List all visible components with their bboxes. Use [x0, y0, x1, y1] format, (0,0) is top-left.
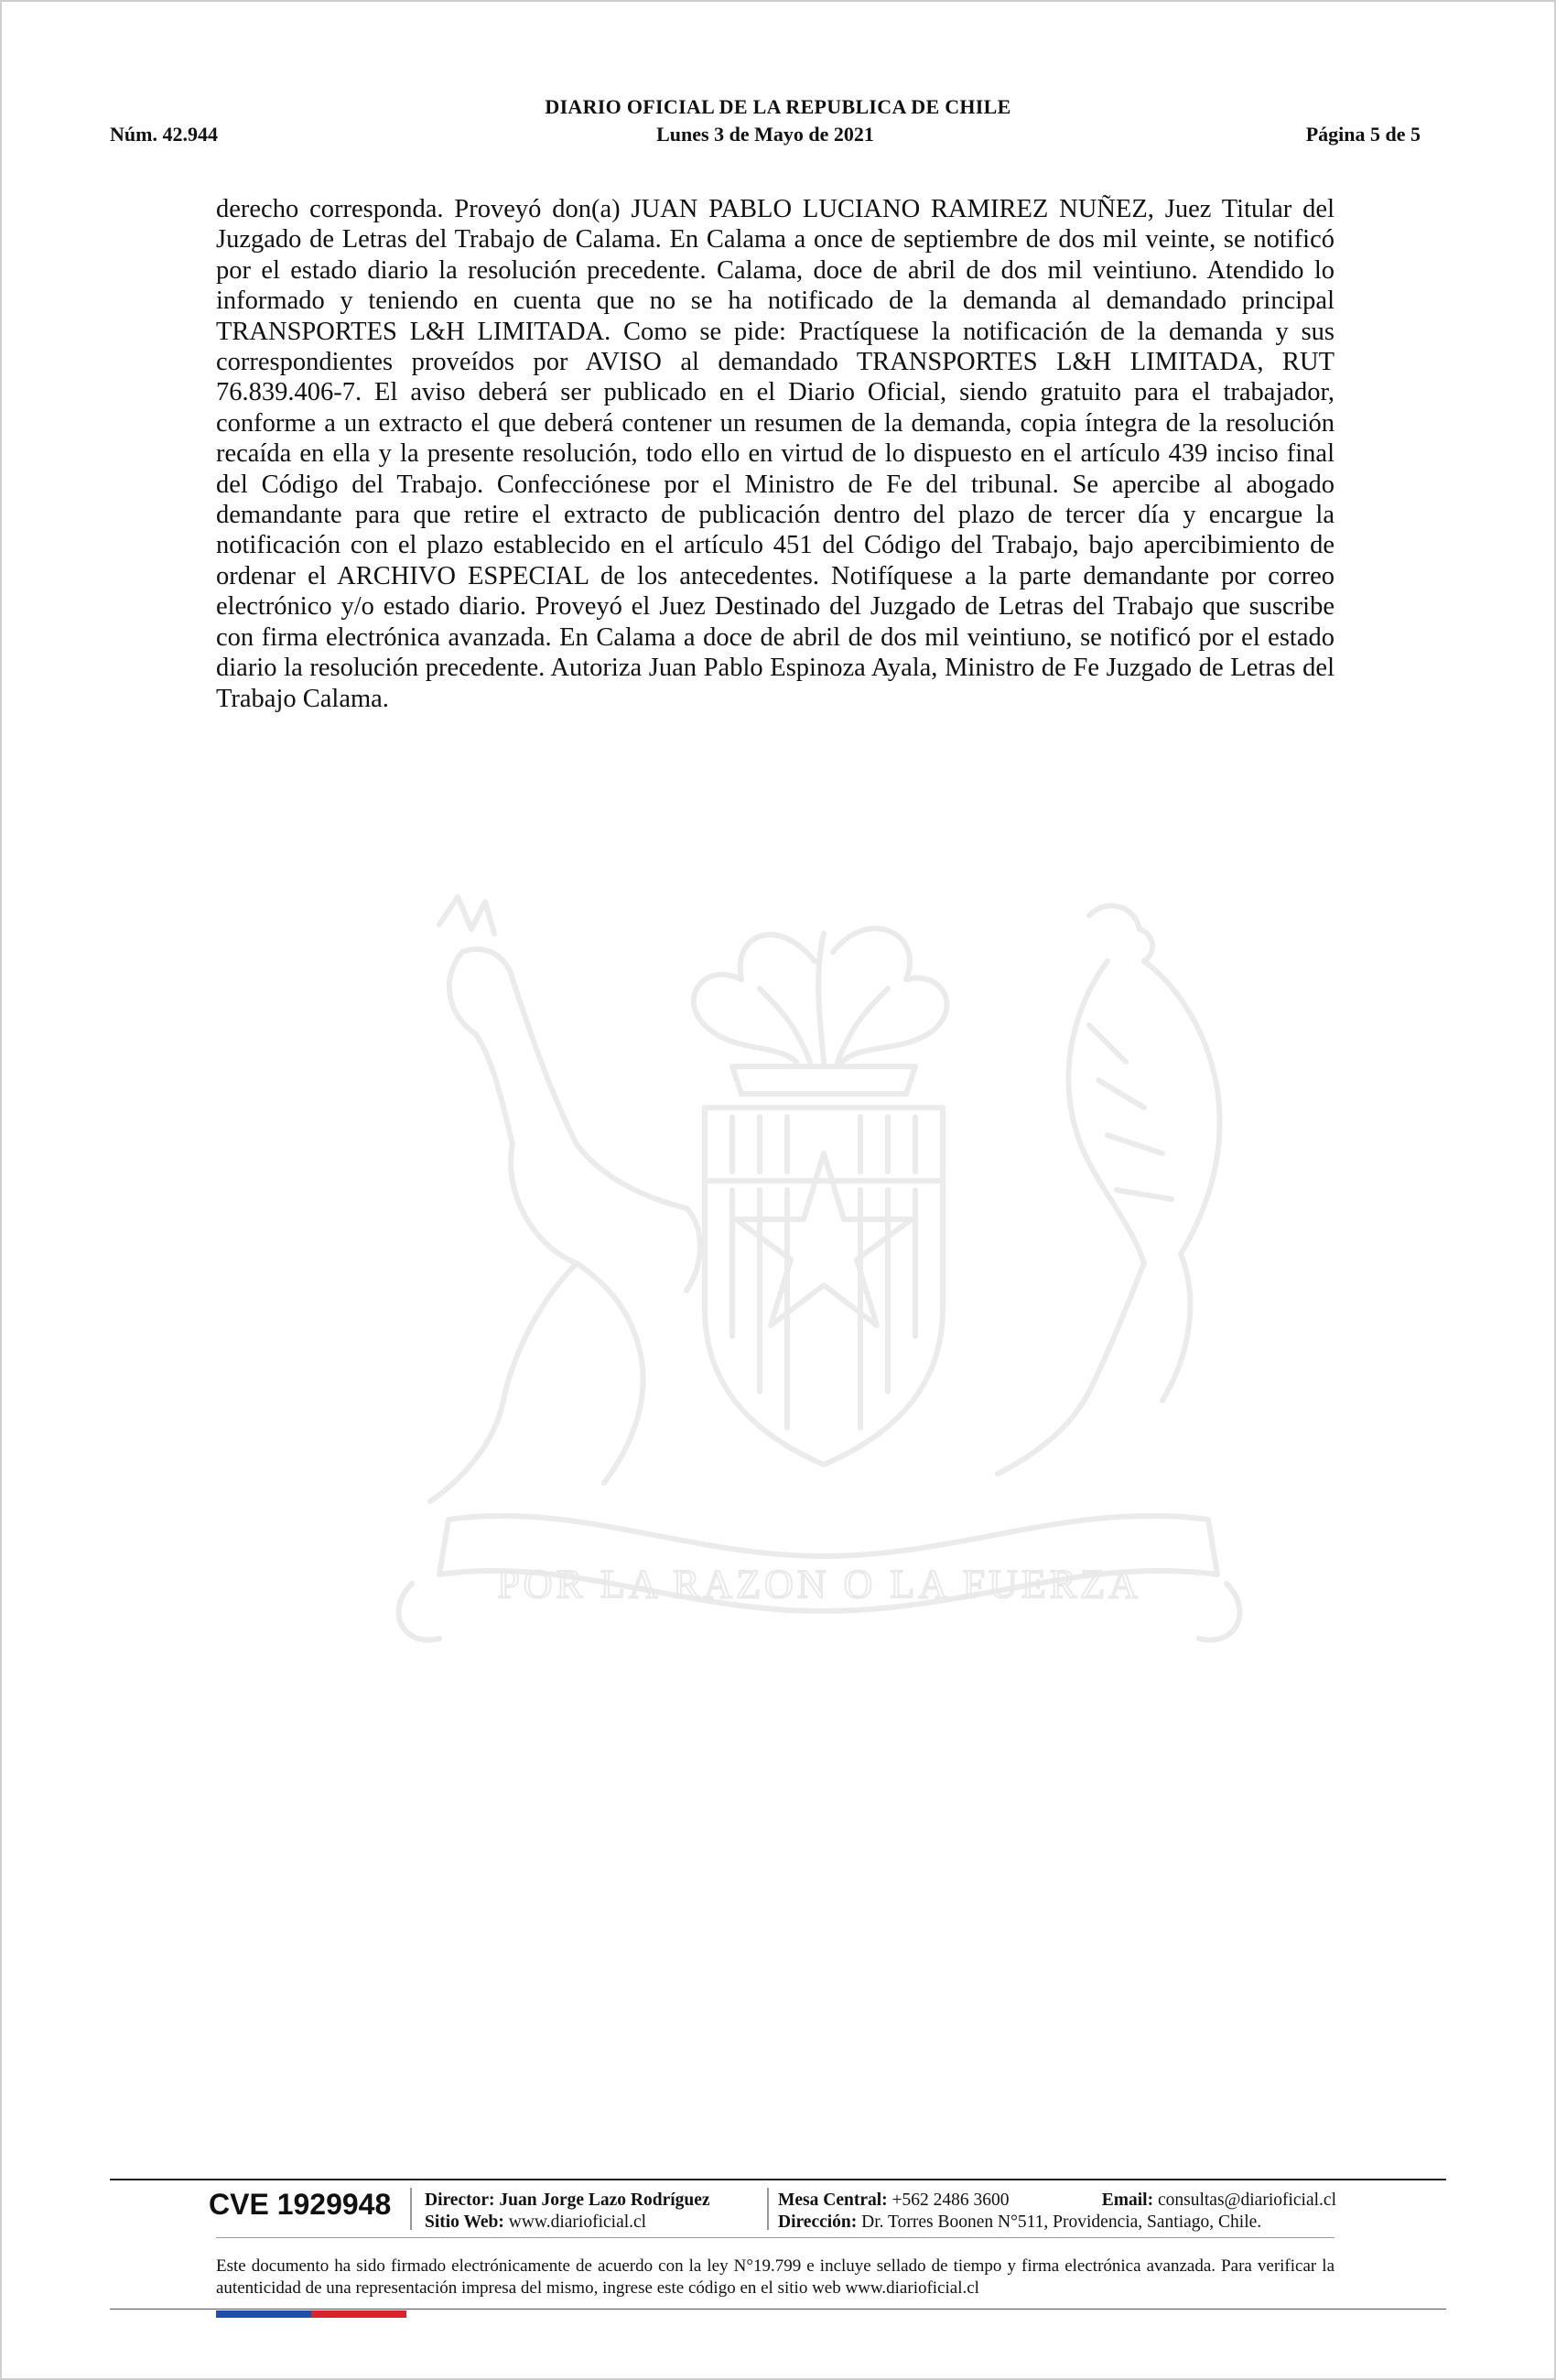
issue-date: Lunes 3 de Mayo de 2021: [656, 123, 874, 146]
publication-title: DIARIO OFICIAL DE LA REPUBLICA DE CHILE: [545, 95, 1011, 118]
footer-separator: [767, 2188, 769, 2230]
body-paragraph: derecho corresponda. Proveyó don(a) JUAN PABLO LUCIANO RAMIREZ NUÑEZ, Juez Titular del Juzgado de Letras del Trabajo de Calama. En Calama a once de septiembre de dos mil veinte, se notificó por el estado diario la resolución precedente. Calama, doce de abril de dos mil veintiuno. Atendido lo informado y teniendo en cuenta que no se ha notificado de la demanda al demandado principal TRANSPORTES L&H LIMITADA. Como se pide: Practíquese la notificación de la demanda y sus correspondientes proveídos por AVISO al demandado TRANSPORTES L&H LIMITADA, RUT 76.839.406-7. El aviso deberá ser publicado en el Diario Oficial, siendo gratuito para el trabajador, conforme a un extracto el que deberá contener un resumen de la demanda, copia íntegra de la resolución recaída en ella y la presente resolución, todo ello en virtud de lo dispuesto en el artículo 439 inciso final del Código del Trabajo. Confecciónese por el Ministro de Fe del tribunal. Se apercibe al abogado demandante para que retire el extracto de publicación dentro del plazo de tercer día y encargue la notificación con el plazo establecido en el artículo 451 del Código del Trabajo, bajo apercibimiento de ordenar el ARCHIVO ESPECIAL de los antecedentes. Notifíquese a la parte demandante por correo electrónico y/o estado diario. Proveyó el Juez Destinado del Juzgado de Letras del Trabajo que suscribe con firma electrónica avanzada. En Calama a doce de abril de dos mil veintiuno, se notificó por el estado diario la resolución precedente. Autoriza Juan Pablo Espinoza Ayala, Ministro de Fe Juzgado de Letras del Trabajo Calama.: [216, 195, 1334, 713]
email-label: Email:: [1101, 2191, 1154, 2210]
footer-divider-top: [110, 2179, 1446, 2180]
phone-number: +562 2486 3600: [891, 2191, 1010, 2210]
site-label: Sitio Web:: [425, 2212, 504, 2232]
director-name: Juan Jorge Lazo Rodríguez: [499, 2191, 710, 2210]
page-number: Página 5 de 5: [1305, 123, 1421, 146]
address-value: Dr. Torres Boonen N°511, Providencia, Santiago, Chile.: [861, 2212, 1262, 2232]
watermark-motto: POR LA RAZON O LA FUERZA: [497, 1562, 1141, 1606]
flag-blue-segment: [216, 2310, 311, 2318]
phone-label: Mesa Central:: [778, 2191, 888, 2210]
site-link[interactable]: www.diarioficial.cl: [508, 2212, 647, 2232]
coat-of-arms-watermark: [302, 879, 1336, 1666]
footer-contact-block: [778, 2190, 1336, 2234]
header-row: [110, 123, 1421, 150]
email-link[interactable]: consultas@diarioficial.cl: [1157, 2191, 1336, 2210]
footer-separator: [410, 2188, 412, 2230]
legal-notice: Este documento ha sido firmado electrónicamente de acuerdo con la ley N°19.799 e incluye sellado de tiempo y firma electrónica avanzada. Para verificar la autenticidad de una representación impresa del mismo, ingrese este código en el sitio web www.diarioficial.cl: [216, 2256, 1334, 2298]
issue-number: Núm. 42.944: [110, 123, 218, 146]
footer-divider-mid: [216, 2237, 1334, 2238]
flag-stripe: [216, 2310, 406, 2318]
flag-red-segment: [311, 2310, 406, 2318]
director-label: Director:: [425, 2191, 495, 2210]
footer-director-block: [425, 2190, 710, 2234]
address-label: Dirección:: [778, 2212, 858, 2232]
cve-code: CVE 1929948: [209, 2188, 392, 2221]
footer-divider-bottom: [110, 2309, 1446, 2310]
